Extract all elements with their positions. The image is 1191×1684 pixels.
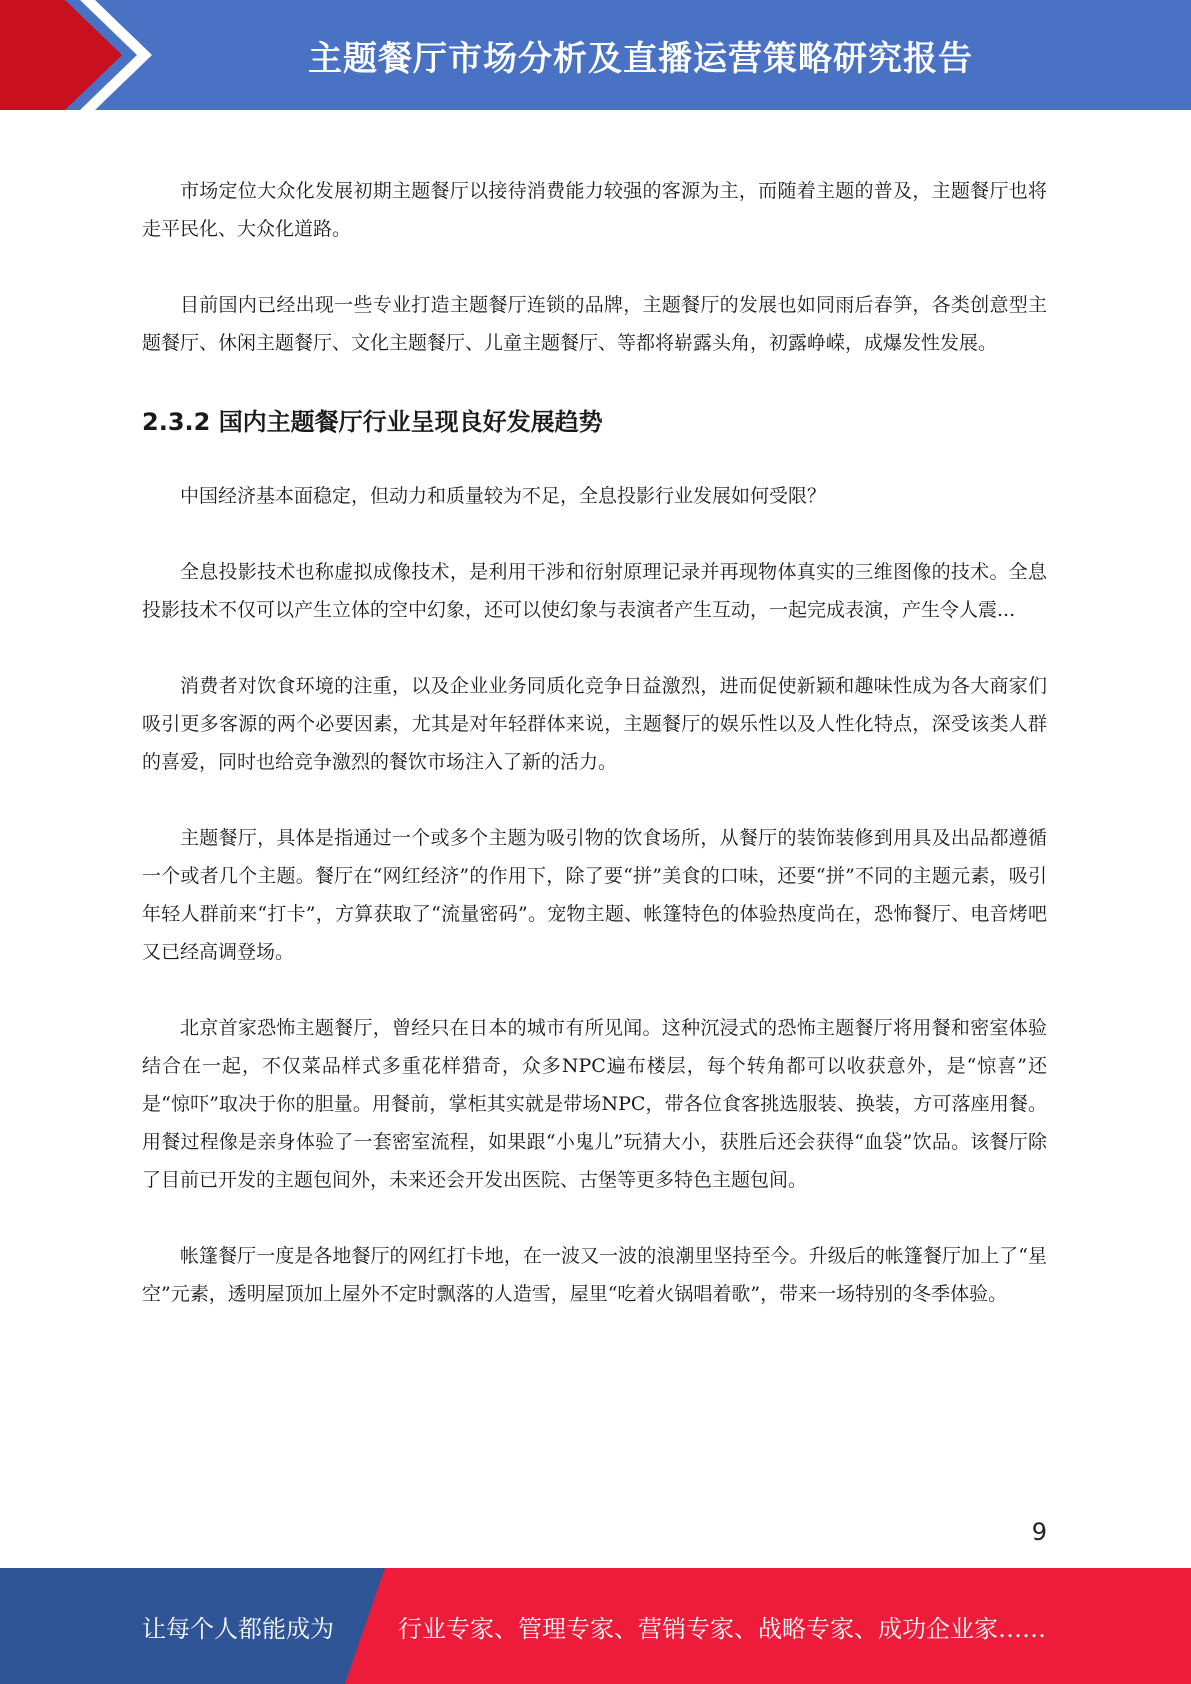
footer-slogan-right: 行业专家、管理专家、营销专家、战略专家、成功企业家…… [398, 1614, 1046, 1643]
section-heading: 2.3.2 国内主题餐厅行业呈现良好发展趋势 [142, 408, 603, 436]
paragraph: 主题餐厅，具体是指通过一个或多个主题为吸引物的饮食场所，从餐厅的装饰装修到用具及出品都遵循一个或者几个主题。餐厅在“网红经济”的作用下，除了要“拼”美食的口味，还要“拼”不同的主题元素，吸引年轻人群前来“打卡”，方算获取了“流量密码”。宠物主题、帐篷特色的体验热度尚在，恐怖餐厅、电音烤吧又已经高调登场。 [142, 827, 1047, 963]
page-header [0, 0, 1191, 110]
paragraph: 消费者对饮食环境的注重，以及企业业务同质化竞争日益激烈，进而促使新颖和趣味性成为各大商家们吸引更多客源的两个必要因素，尤其是对年轻群体来说，主题餐厅的娱乐性以及人性化特点，深受该类人群的喜爱，同时也给竞争激烈的餐饮市场注入了新的活力。 [142, 675, 1047, 773]
paragraph: 全息投影技术也称虚拟成像技术，是利用干涉和衍射原理记录并再现物体真实的三维图像的技术。全息投影技术不仅可以产生立体的空中幻象，还可以使幻象与表演者产生互动，一起完成表演，产生令人震... [142, 561, 1047, 621]
paragraph: 北京首家恐怖主题餐厅，曾经只在日本的城市有所见闻。这种沉浸式的恐怖主题餐厅将用餐和密室体验结合在一起，不仅菜品样式多重花样猎奇，众多NPC遍布楼层，每个转角都可以收获意外，是“惊喜”还是“惊吓”取决于你的胆量。用餐前，掌柜其实就是带场NPC，带各位食客挑选服装、换装，方可落座用餐。用餐过程像是亲身体验了一套密室流程，如果跟“小鬼儿”玩猜大小，获胜后还会获得“血袋”饮品。该餐厅除了目前已开发的主题包间外，未来还会开发出医院、古堡等更多特色主题包间。 [142, 1017, 1047, 1191]
paragraph: 帐篷餐厅一度是各地餐厅的网红打卡地，在一波又一波的浪潮里坚持至今。升级后的帐篷餐厅加上了“星空”元素，透明屋顶加上屋外不定时飘落的人造雪，屋里“吃着火锅唱着歌”，带来一场特别的冬季体验。 [142, 1245, 1047, 1305]
paragraph: 市场定位大众化发展初期主题餐厅以接待消费能力较强的客源为主，而随着主题的普及，主题餐厅也将走平民化、大众化道路。 [142, 180, 1047, 240]
page-footer [0, 1568, 1191, 1684]
page-number: 9 [1031, 1518, 1047, 1546]
main-content [142, 172, 1047, 1351]
footer-slogan-left: 让每个人都能成为 [142, 1614, 334, 1643]
report-title: 主题餐厅市场分析及直播运营策略研究报告 [308, 38, 973, 79]
paragraph: 目前国内已经出现一些专业打造主题餐厅连锁的品牌，主题餐厅的发展也如同雨后春笋，各类创意型主题餐厅、休闲主题餐厅、文化主题餐厅、儿童主题餐厅、等都将崭露头角，初露峥嵘，成爆发性发展。 [142, 294, 1047, 354]
paragraph: 中国经济基本面稳定，但动力和质量较为不足，全息投影行业发展如何受限？ [180, 485, 827, 507]
